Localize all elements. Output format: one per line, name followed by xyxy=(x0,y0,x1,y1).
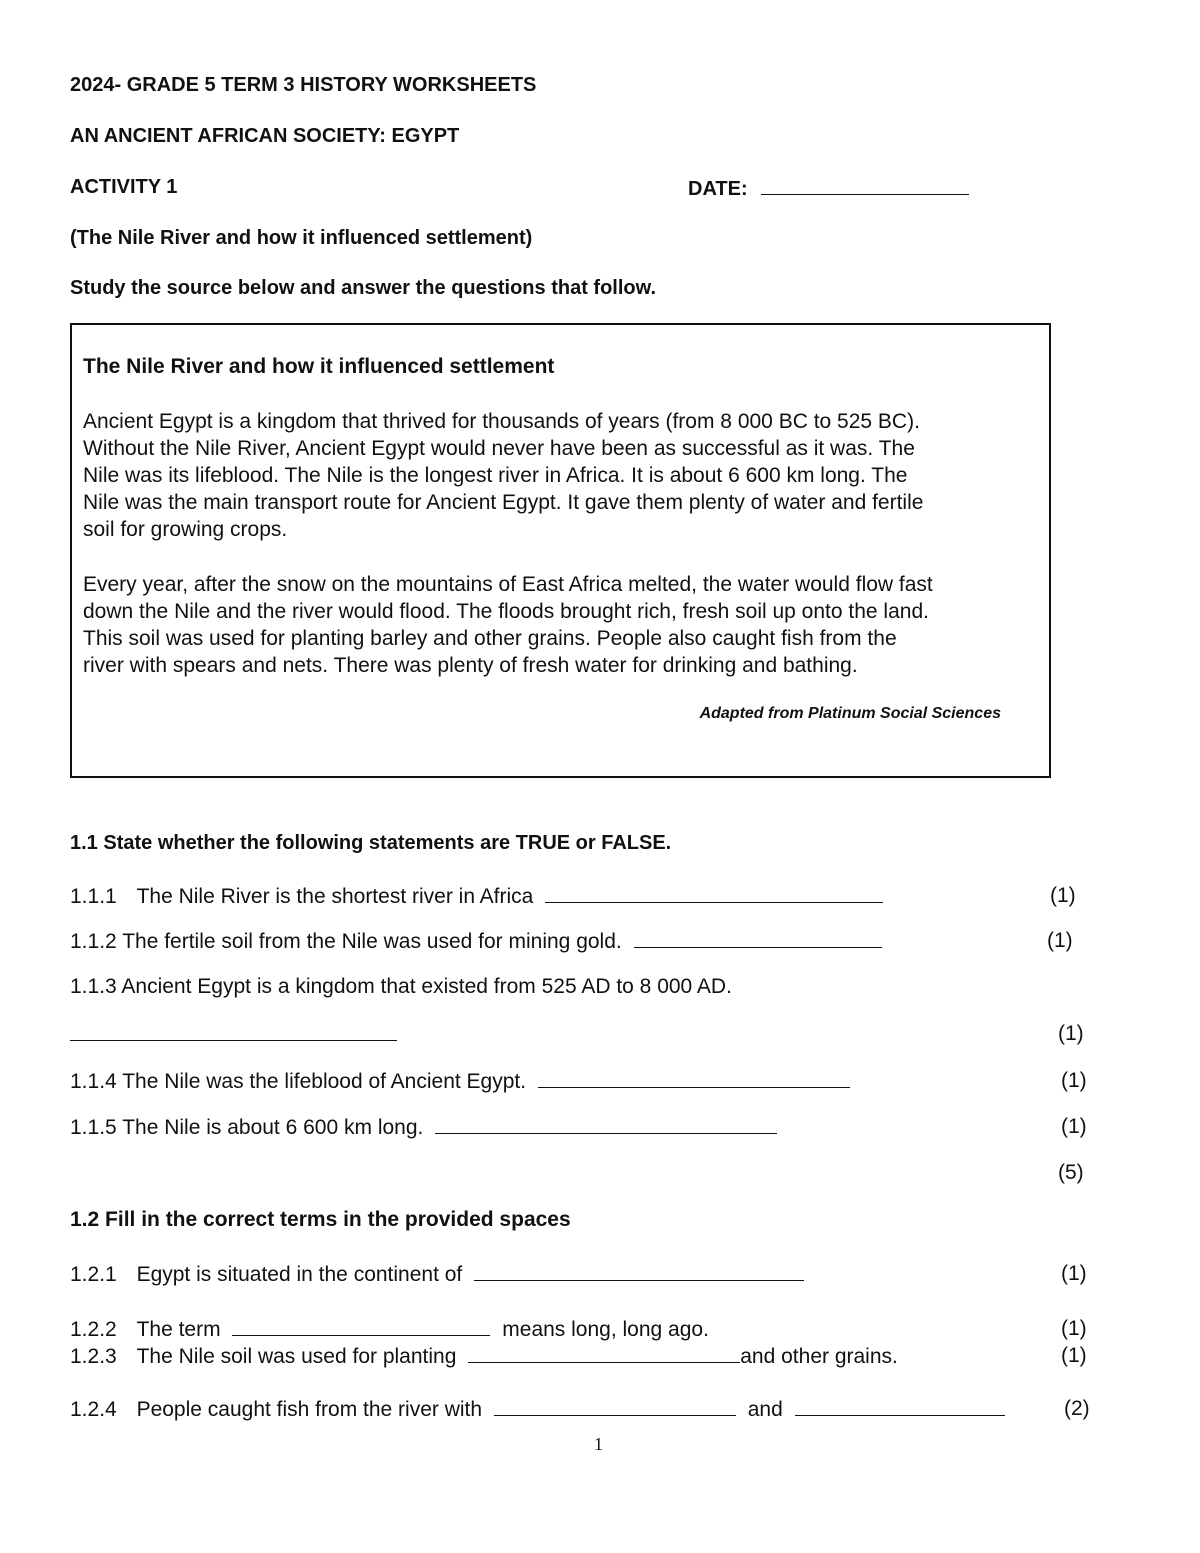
question-text-after: means long, long ago. xyxy=(502,1318,709,1341)
question-text-before: The term xyxy=(136,1318,221,1341)
question-text: The Nile is about 6 600 km long. xyxy=(122,1116,424,1139)
section-1-1-total: (5) xyxy=(1058,1161,1084,1184)
date-blank[interactable] xyxy=(761,176,969,195)
marks-1-1-4: (1) xyxy=(1061,1069,1087,1092)
date-label: DATE: xyxy=(688,178,748,200)
source-line: soil for growing crops. xyxy=(83,518,288,541)
answer-blank-1-2-1[interactable] xyxy=(474,1262,804,1281)
source-box xyxy=(70,323,1051,778)
question-number: 1.1.5 xyxy=(70,1116,117,1139)
source-line: Every year, after the snow on the mountains of East Africa melted, the water would flow fast xyxy=(83,573,933,596)
worksheet-subtitle: AN ANCIENT AFRICAN SOCIETY: EGYPT xyxy=(70,125,460,147)
question-text-before: People caught fish from the river with xyxy=(136,1398,483,1421)
answer-blank-1-2-3[interactable] xyxy=(468,1344,740,1363)
instruction-text: Study the source below and answer the questions that follow. xyxy=(70,277,656,299)
activity-topic: (The Nile River and how it influenced settlement) xyxy=(70,227,533,249)
source-line: Nile was the main transport route for Ancient Egypt. It gave them plenty of water and fertile xyxy=(83,491,924,514)
source-line: Nile was its lifeblood. The Nile is the longest river in Africa. It is about 6 600 km long. The xyxy=(83,464,908,487)
marks-1-1-5: (1) xyxy=(1061,1115,1087,1138)
activity-label: ACTIVITY 1 xyxy=(70,176,178,198)
source-title: The Nile River and how it influenced settlement xyxy=(83,355,555,378)
date-field[interactable] xyxy=(688,176,969,201)
marks-1-1-1: (1) xyxy=(1050,884,1076,907)
answer-blank-1-2-4b[interactable] xyxy=(795,1397,1005,1416)
question-text: The Nile River is the shortest river in Africa xyxy=(136,885,534,908)
source-line: Without the Nile River, Ancient Egypt would never have been as successful as it was. The xyxy=(83,437,915,460)
marks-1-1-3: (1) xyxy=(1058,1022,1084,1045)
question-number: 1.1.4 xyxy=(70,1070,117,1093)
question-text: The Nile was the lifeblood of Ancient Egypt. xyxy=(122,1070,527,1093)
answer-line-1-1-3 xyxy=(70,1022,397,1047)
question-text: The fertile soil from the Nile was used for mining gold. xyxy=(122,930,622,953)
question-number: 1.2.3 xyxy=(70,1345,117,1368)
question-number: 1.2.2 xyxy=(70,1318,117,1341)
question-text-before: The Nile soil was used for planting xyxy=(136,1345,457,1368)
question-1-2-3 xyxy=(70,1344,898,1369)
question-text: Ancient Egypt is a kingdom that existed from 525 AD to 8 000 AD. xyxy=(121,975,732,998)
source-paragraph-1 xyxy=(83,408,923,543)
question-text-middle: and xyxy=(747,1398,783,1421)
question-1-2-2 xyxy=(70,1317,709,1342)
marks-1-2-4: (2) xyxy=(1064,1397,1090,1420)
question-number: 1.1.3 xyxy=(70,975,117,998)
question-1-1-5 xyxy=(70,1115,777,1140)
source-line: down the Nile and the river would flood. The floods brought rich, fresh soil up onto the land. xyxy=(83,600,929,623)
answer-blank-1-1-1[interactable] xyxy=(545,884,883,903)
question-1-1-4 xyxy=(70,1069,850,1094)
page-number: 1 xyxy=(594,1434,603,1454)
source-line: Ancient Egypt is a kingdom that thrived for thousands of years (from 8 000 BC to 525 BC). xyxy=(83,410,920,433)
worksheet-title: 2024- GRADE 5 TERM 3 HISTORY WORKSHEETS xyxy=(70,74,537,96)
section-1-1-heading: 1.1 State whether the following statements are TRUE or FALSE. xyxy=(70,832,672,854)
marks-1-2-3: (1) xyxy=(1061,1344,1087,1367)
question-1-2-1 xyxy=(70,1262,804,1287)
question-1-2-4 xyxy=(70,1397,1005,1422)
marks-1-2-2: (1) xyxy=(1061,1317,1087,1340)
answer-blank-1-2-4a[interactable] xyxy=(494,1397,736,1416)
question-text-after: and other grains. xyxy=(740,1345,898,1368)
answer-blank-1-1-4[interactable] xyxy=(538,1069,850,1088)
question-1-1-2 xyxy=(70,929,882,954)
question-number: 1.2.4 xyxy=(70,1398,117,1421)
marks-1-2-1: (1) xyxy=(1061,1262,1087,1285)
question-1-1-3 xyxy=(70,975,732,999)
marks-1-1-2: (1) xyxy=(1047,929,1073,952)
question-1-1-1 xyxy=(70,884,883,909)
question-text: Egypt is situated in the continent of xyxy=(136,1263,463,1286)
source-line: river with spears and nets. There was plenty of fresh water for drinking and bathing. xyxy=(83,654,858,677)
answer-blank-1-2-2[interactable] xyxy=(232,1317,490,1336)
source-paragraph-2 xyxy=(83,571,933,679)
section-1-2-heading: 1.2 Fill in the correct terms in the provided spaces xyxy=(70,1208,571,1231)
source-credit: Adapted from Platinum Social Sciences xyxy=(699,705,1001,722)
answer-blank-1-1-5[interactable] xyxy=(435,1115,777,1134)
question-number: 1.1.1 xyxy=(70,885,117,908)
answer-blank-1-1-2[interactable] xyxy=(634,929,882,948)
question-number: 1.1.2 xyxy=(70,930,117,953)
source-line: This soil was used for planting barley and other grains. People also caught fish from the xyxy=(83,627,897,650)
answer-blank-1-1-3[interactable] xyxy=(70,1022,397,1041)
question-number: 1.2.1 xyxy=(70,1263,117,1286)
